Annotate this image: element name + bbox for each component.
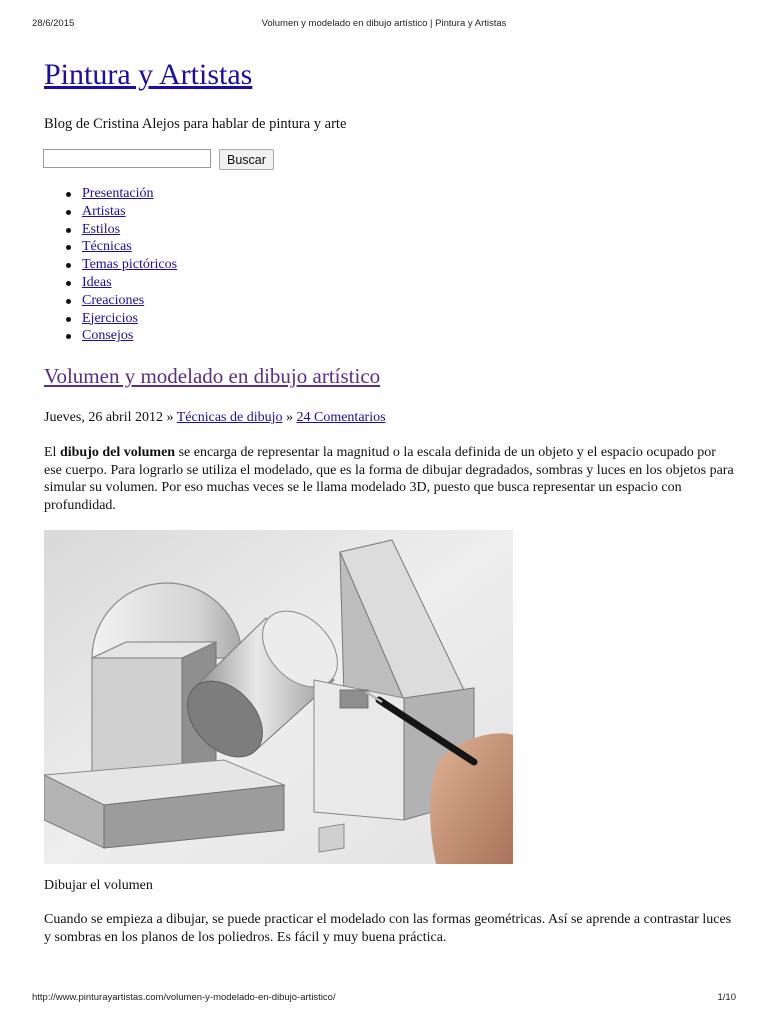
nav-link-consejos[interactable]: Consejos [82, 328, 134, 344]
nav-item [82, 221, 177, 239]
intro-lead: El [44, 445, 60, 460]
nav-item [82, 203, 177, 221]
intro-paragraph [44, 444, 734, 514]
nav-link-artistas[interactable]: Artistas [82, 203, 126, 219]
meta-separator: » [162, 410, 177, 425]
nav-item [82, 238, 177, 256]
nav-item [82, 292, 177, 310]
meta-separator: » [282, 410, 297, 425]
nav-item [82, 256, 177, 274]
nav-link-tecnicas[interactable]: Técnicas [82, 239, 132, 255]
site-tagline: Blog de Cristina Alejos para hablar de pintura y arte [44, 116, 347, 132]
nav-item [82, 274, 177, 292]
nav-link-presentacion[interactable]: Presentación [82, 186, 154, 201]
image-caption: Dibujar el volumen [44, 878, 153, 893]
nav-link-creaciones[interactable]: Creaciones [82, 292, 145, 308]
category-link[interactable]: Técnicas de dibujo [176, 410, 283, 425]
intro-bold-term: dibujo del volumen [59, 445, 176, 460]
print-page-number: 1/10 [717, 992, 736, 1003]
post-date: Jueves, 26 abril 2012 [44, 410, 163, 425]
comments-link[interactable]: 24 Comentarios [296, 410, 386, 425]
post-meta [44, 410, 386, 426]
nav-link-ejercicios[interactable]: Ejercicios [82, 310, 138, 326]
nav-link-estilos[interactable]: Estilos [82, 221, 121, 237]
print-doc-title: Volumen y modelado en dibujo artístico | Pintura y Artistas [261, 18, 507, 29]
nav-link-ideas[interactable]: Ideas [82, 274, 112, 290]
search-form [43, 149, 274, 170]
pencil-drawing-illustration [44, 530, 513, 864]
site-title-link[interactable]: Pintura y Artistas [44, 58, 253, 91]
nav-item [82, 310, 177, 328]
post-title-link[interactable]: Volumen y modelado en dibujo artístico [44, 364, 381, 388]
search-button[interactable]: Buscar [219, 149, 274, 170]
body-paragraph: Cuando se empieza a dibujar, se puede practicar el modelado con las formas geométricas. Así se aprende a contrastar luces y sombras en los planos de los poliedros. Es fácil y muy buena práctica. [44, 912, 732, 945]
search-input[interactable] [43, 149, 211, 168]
main-nav [82, 185, 177, 345]
nav-item [82, 185, 177, 203]
print-date: 28/6/2015 [32, 18, 75, 29]
intro-rest: se encarga de representar la magnitud o la escala definida de un objeto y el espacio ocupado por ese cuerpo. Para lograrlo se utiliza el modelado, que es la forma de dibujar degradados, sombras y luces en los objetos para simular su volumen. Por eso muchas veces se le llama modelado 3D, puesto que busca representar un espacio con profundidad. [44, 445, 734, 513]
pencil-drawing-image [44, 530, 513, 864]
print-url: http://www.pinturayartistas.com/volumen-y-modelado-en-dibujo-artistico/ [32, 992, 336, 1003]
nav-link-temas-pictoricos[interactable]: Temas pictóricos [82, 257, 178, 273]
nav-item [82, 327, 177, 345]
